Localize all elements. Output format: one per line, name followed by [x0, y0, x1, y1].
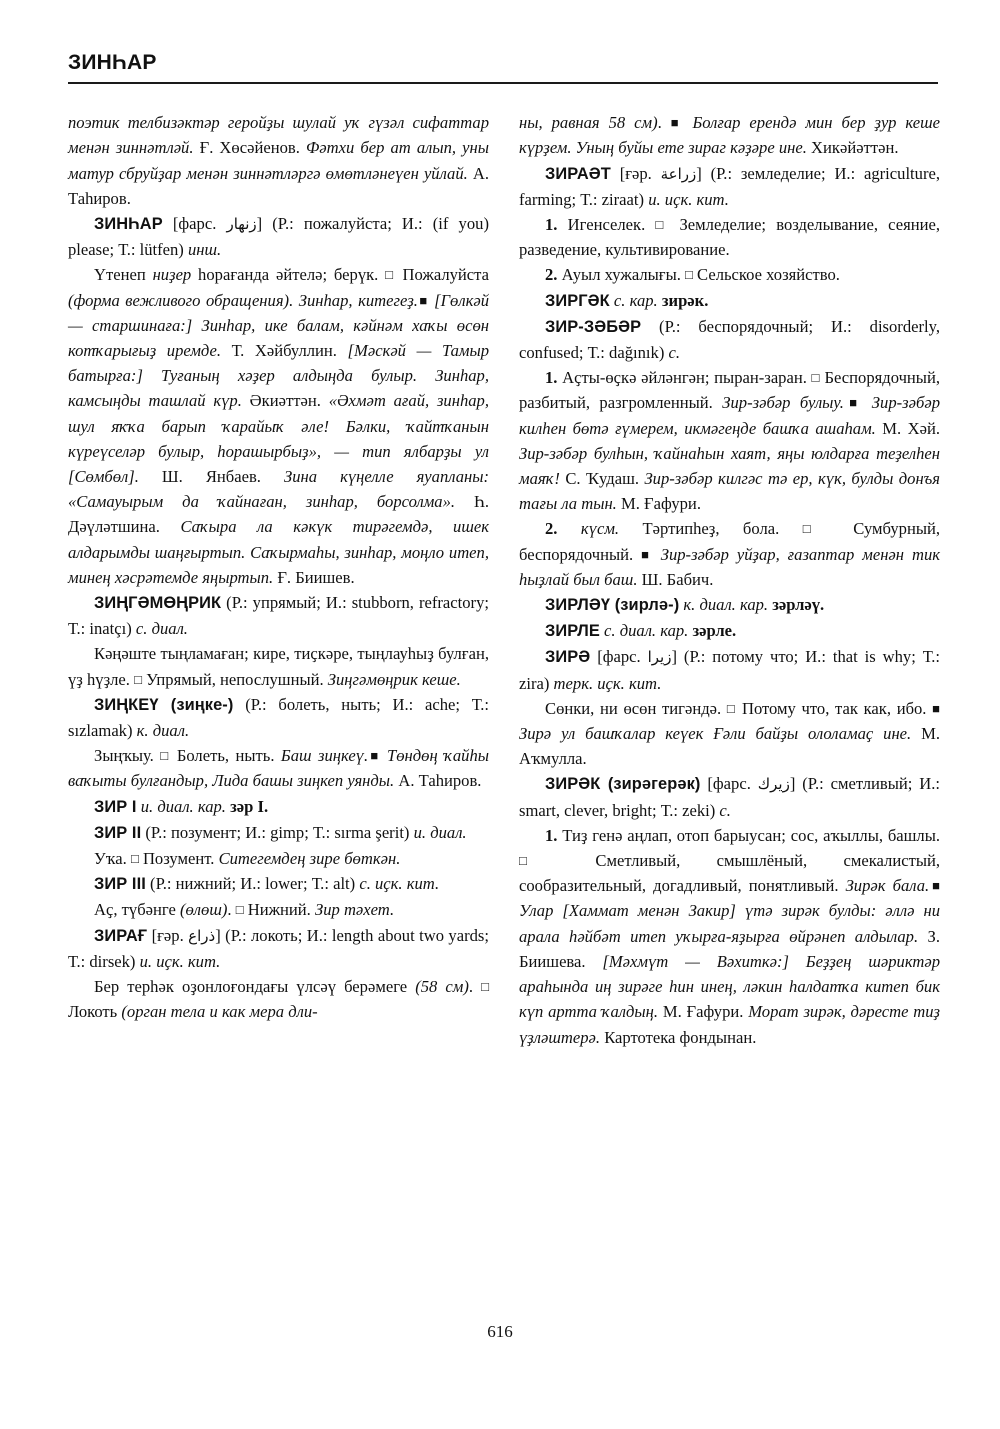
entry-zirag	[68, 923, 489, 974]
headword: зәр I.	[230, 796, 269, 816]
headword: (зиңке-)	[158, 695, 234, 714]
text-run: Аҫ, түбәнге	[94, 900, 180, 920]
text-run: Аҫты-өҫкә әйләнгән; пыран-заран.	[557, 368, 812, 388]
headword: ЗИРӘ	[545, 648, 591, 667]
headword: ЗИРЛӘҮ (зирлә-)	[545, 596, 680, 615]
text-run: и. диал. кар.	[136, 796, 231, 816]
text-run: Фәтхи бер ат алып, уны матур сбруйҙар менән зиннәтләргә өмөтләнеүен уйлай.	[68, 138, 490, 183]
text-run: [фарс.	[162, 214, 227, 233]
zinhar-sense	[68, 262, 489, 590]
text-run: Игенселек.	[557, 215, 656, 234]
text-run: Ш. Бабич.	[637, 569, 714, 589]
headword: зирәк.	[661, 290, 709, 310]
text-run: (орган тела и как мера дли-	[121, 1002, 318, 1022]
headword: ЗИР III	[94, 875, 146, 894]
entry-zirle	[519, 618, 940, 644]
text-run: ] (Р.: локоть; И.: length about two yards; Т.: dirsek)	[68, 925, 489, 971]
headword: ЗИРАӘТ	[545, 164, 611, 183]
open-square-marker	[519, 851, 559, 870]
text-run: [фарс.	[700, 774, 758, 794]
text-run: М. Ғафури.	[658, 1002, 749, 1022]
text-run: .	[657, 113, 671, 133]
text-run: Уҡа.	[94, 849, 131, 869]
filled-square-marker	[929, 876, 940, 895]
entry-zira	[519, 644, 940, 695]
arabic-etymon: زراعة	[660, 164, 697, 183]
text-run: к. диал. кар.	[679, 595, 773, 615]
headword: ЗИР-ЗӘБӘР	[545, 317, 642, 336]
text-run: ны, равная 58 см)	[519, 113, 658, 133]
open-square-marker	[803, 519, 830, 538]
entry-zirak	[519, 771, 940, 822]
text-run: [Гөлкәй — старшинаға:] Зинһар, ике балам, кәйнәм хаҡы өсөн котҡарығыҙ иремде.	[68, 290, 489, 361]
text-run: [Мәскәй — Тамыр батырға:] Туғаның хәҙер алдыңда булыр. Зинһар, камсыңды ташлай күр.	[68, 341, 489, 411]
text-run: М. Хәй.	[875, 418, 940, 438]
entry-zingamonrik	[68, 590, 489, 641]
text-run: ] (Р.: потому что; И.: that is why; Т.: zira)	[519, 647, 940, 693]
entry-zirlau	[519, 592, 940, 618]
text-run: Зир-зәбәр уйҙар, ғазаптар менән тик һыҙлай был баш.	[519, 544, 941, 589]
left-column	[68, 110, 489, 1050]
zirag-sense	[68, 974, 489, 1024]
cont-poetik	[68, 110, 489, 211]
text-run: Зир-зәбәр килгәс тә ер, күк, булды донъя тағы ла тын.	[519, 469, 940, 514]
text-run: күсм.	[557, 519, 620, 539]
text-run: Үтенеп	[94, 265, 153, 285]
headword: (зирәгерәк)	[600, 775, 701, 794]
headword: зәрле.	[692, 621, 737, 641]
entry-zir-2	[68, 820, 489, 846]
arabic-etymon: ذراع	[188, 926, 216, 945]
text-run: Зина күңелле яуапланы: «Самауырым да ҡайнаған, зинһар, борсолма».	[68, 467, 489, 512]
text-run: Болғар ерендә мин бер ҙур кеше күрҙем. Уның буйы ете зираг кәҙәре ине.	[519, 113, 940, 158]
text-run: Бер терһәк оҙонлоғондағы үлсәү берәмеге	[94, 977, 416, 997]
text-run: Ғ. Биишев.	[273, 567, 355, 587]
open-square-marker	[812, 368, 820, 387]
text-run: (Р.: болеть, ныть; И.: ache; Т.: sızlamak)	[68, 694, 489, 741]
text-run: А. Таһиров.	[394, 771, 482, 791]
text-run: Ситегемдең зире бөткән.	[218, 849, 401, 869]
text-run: Тәртипһеҙ, бола.	[619, 519, 803, 539]
text-run: терк. иҫк. кит.	[553, 673, 662, 693]
open-square-marker	[685, 265, 693, 284]
right-column	[519, 110, 940, 1050]
text-run: и. иҫк. кит.	[648, 189, 729, 209]
zingamonrik-sense	[68, 641, 489, 691]
text-run: .	[227, 900, 236, 920]
text-run: и. иҫк. кит.	[139, 951, 221, 971]
headword: ЗИҢГӘМӨҢРИК	[94, 594, 222, 613]
cont-zirag	[519, 110, 940, 160]
open-square-marker	[131, 849, 139, 868]
text-run: З. Биишева.	[519, 926, 940, 971]
text-run: с.	[719, 800, 731, 820]
text-run: поэтик телбизәктәр геройҙы шулай уҡ гүзәл сифаттар менән зиннәтләй.	[68, 113, 489, 158]
text-run: (Р.: позумент; И.: gimp; Т.: sırma şerit)	[141, 822, 414, 842]
text-run: (өлөш)	[179, 900, 228, 920]
filled-square-marker	[418, 291, 429, 310]
arabic-etymon: زيرك	[757, 775, 790, 794]
entry-zir-1	[68, 794, 489, 820]
text-run: Сметливый, смышлёный, смекалистый, сообразительный, догадливый, понятливый.	[519, 851, 940, 896]
entry-ziraat	[519, 161, 940, 212]
text-run: ниҙер	[152, 265, 192, 285]
text-run: к. диал.	[136, 721, 190, 741]
filled-square-marker	[368, 746, 380, 765]
text-run: с. иҫк. кит.	[359, 874, 440, 894]
text-run: Саҡыра ла кәкүк тирәгемдә, ишек алдарымды шаңғыртып. Саҡырмаһы, зинһар, моңло итеп, минең хәсрәтемде яңыртып.	[68, 517, 489, 587]
text-run: [ғәр.	[147, 925, 189, 945]
entry-zir-zabar	[519, 314, 940, 365]
filled-square-marker	[671, 113, 684, 132]
zir-2-sense	[68, 846, 489, 871]
text-run: «Әхмәт ағай, зинһар, шул яҡҡа барып ҡарайыҡ әле! Бәлки, ҡайтҡанын күреүселәр булыр, һорашырбыҙ», — тип ялбарҙы ул [Сөмбөл].	[68, 391, 489, 487]
text-run: һорағанда әйтелә; берүк.	[191, 265, 386, 285]
text-run: Төндөң ҡайһы ваҡыты булғандыр, Лида башы зиңкеп уянды.	[68, 746, 490, 791]
sense-number: 2.	[545, 265, 558, 285]
sense-number: 2.	[545, 519, 558, 539]
text-run: Позумент.	[138, 849, 219, 869]
open-square-marker	[160, 746, 170, 765]
text-run: Улар [Хаммат менән Закир] үтә зирәк булды: әллә ни арала һәйбәт итеп уҡырға-яҙырға өйрәнеп алдылар.	[519, 901, 940, 946]
text-run: [Мәхмүт — Вәхиткә:] Беҙҙең шәриктәр араһында иң зирәге һин инең, ләкин һалдатҡа китеп бик күп артта ҡалдың.	[519, 951, 941, 1022]
text-run: Потому что, так как, ибо.	[736, 698, 933, 718]
text-run: М. Ғафури.	[616, 494, 701, 514]
text-run: с. диал. кар.	[599, 621, 693, 641]
ziraat-sense-2	[519, 262, 940, 287]
text-run: инш.	[187, 240, 222, 260]
text-run: Һ. Дәүләтшина.	[68, 492, 489, 537]
text-run: Баш зиңкеү.	[280, 746, 369, 766]
text-run: Картотека фондынан.	[600, 1027, 757, 1047]
headword: ЗИРЛЕ	[545, 622, 600, 641]
page-number: 616	[487, 1322, 513, 1341]
sense-number: 1.	[545, 825, 558, 845]
text-run: Зиңгәмөңрик кеше.	[327, 669, 461, 689]
text-run: Болеть, ныть.	[170, 746, 281, 766]
entry-zinkeu	[68, 692, 489, 743]
ziraat-sense-1	[519, 212, 940, 262]
text-run: Локоть	[68, 1002, 122, 1022]
headword: ЗИҢКЕҮ	[94, 695, 159, 714]
text-run: (Р.: беспорядочный; И.: disorderly, confused; Т.: dağınık)	[519, 316, 940, 363]
arabic-etymon: زنهار	[226, 215, 257, 233]
text-run: (Р.: нижний; И.: lower; Т.: alt)	[145, 874, 360, 894]
open-square-marker	[236, 900, 244, 919]
text-run: (форма вежливого обращения). Зинһар, китегеҙ.	[68, 290, 418, 310]
text-run: (58 см)	[415, 977, 469, 997]
text-run: Зыңҡыу.	[94, 746, 161, 766]
text-run: Сельское хозяйство.	[692, 265, 840, 285]
text-run: С. Ҡудаш.	[559, 469, 645, 489]
text-run: Зир тәхет.	[314, 900, 395, 920]
open-square-marker	[727, 699, 736, 718]
text-run: Пожалуйста	[395, 265, 489, 285]
text-run: М. Аҡмулла.	[519, 724, 940, 769]
zir-3-sense	[68, 897, 489, 922]
headword: ЗИНҺАР	[94, 215, 163, 233]
open-square-marker	[481, 977, 489, 996]
headword: ЗИР I	[94, 797, 137, 816]
text-run: [ғәр.	[610, 163, 661, 183]
running-head: ЗИНҺАР	[68, 51, 157, 74]
text-run: Зирә ул башҡалар кеүек Ғәли байҙы ололамаҫ ине.	[519, 724, 912, 744]
text-run: ] (Р.: земледелие; И.: agriculture, farming; Т.: ziraat)	[519, 163, 940, 209]
zinkeu-sense	[68, 743, 489, 793]
text-run: Зир-зәбәр булыу.	[722, 393, 844, 413]
text-run: .	[468, 977, 482, 997]
sense-number: 1.	[545, 368, 558, 388]
zir-zabar-sense-2	[519, 516, 940, 592]
text-run: Т. Хәйбуллин.	[221, 341, 348, 361]
text-run: Ш. Янбаев.	[138, 467, 284, 487]
text-run: Ғ. Хөсәйенов.	[193, 138, 306, 158]
text-run: А. Таһиров.	[68, 163, 490, 208]
headword: ЗИРГӘК	[545, 291, 610, 310]
filled-square-marker	[844, 393, 862, 412]
text-run: с. диал.	[135, 619, 188, 639]
text-run: Хикәйәттән.	[806, 138, 899, 158]
text-run: Ауыл хужалығы.	[557, 265, 686, 285]
zir-zabar-sense-1	[519, 365, 940, 516]
text-run: Сумбурный, беспорядочный.	[519, 519, 941, 564]
text-run: с. кар.	[609, 290, 662, 310]
two-column-body	[68, 110, 940, 1050]
text-run: Земледелие; возделывание, сеяние, разведение, культивирование.	[519, 215, 940, 260]
filled-square-marker	[641, 545, 653, 564]
text-run: Нижний.	[243, 900, 315, 920]
text-run: Сөнки, ни өсөн тигәндә.	[545, 698, 727, 718]
text-run: ] (Р.: пожалуйста; И.: (if you) please; Т.: lütfen)	[68, 214, 489, 260]
text-run: Упрямый, непослушный.	[141, 669, 328, 689]
entry-zir-3	[68, 871, 489, 897]
arabic-etymon: زيرا	[647, 648, 672, 667]
entry-zinhar	[68, 211, 489, 262]
headword: зәрләү.	[772, 595, 825, 615]
sense-number: 1.	[545, 215, 558, 234]
zirak-sense-1	[519, 823, 940, 1050]
header-rule	[68, 82, 938, 84]
entry-zirgak	[519, 288, 940, 314]
open-square-marker	[385, 265, 396, 284]
text-run: Зирәк бала.	[845, 876, 930, 896]
text-run: Тиҙ генә аңлап, отоп барыусан; сос, аҡыллы, башлы.	[557, 825, 940, 845]
text-run: Кәңәште тыңламаған; кире, тиҫкәре, тыңлауһыҙ булған, үҙ һүҙле.	[68, 644, 489, 689]
text-run: Зир-зәбәр килһен бөтә ғүмерем, икмәгеңде башҡа ашаһам.	[519, 393, 940, 438]
open-square-marker	[134, 670, 142, 689]
text-run: Беспорядочный, разбитый, разгромленный.	[519, 368, 940, 413]
zira-sense	[519, 696, 940, 772]
text-run: и. диал.	[413, 822, 467, 842]
headword: ЗИРАҒ	[94, 926, 148, 945]
headword: ЗИРӘК	[545, 775, 601, 794]
filled-square-marker	[932, 699, 940, 718]
text-run: Әкиәттән.	[241, 391, 329, 411]
headword: ЗИР II	[94, 823, 142, 842]
text-run: Морат зирәк, дәресте тиҙ үҙләштерә.	[519, 1002, 940, 1047]
text-run: [фарс.	[590, 647, 648, 667]
text-run: Зир-зәбәр булһын, ҡайнаһын хаят, яңы юлдарға теҙелһен маяҡ!	[519, 443, 940, 489]
text-run: (Р.: упрямый; И.: stubborn, refractory; Т.: inatçı)	[68, 593, 489, 639]
text-run: с.	[668, 343, 681, 363]
text-run: ] (Р.: сметливый; И.: smart, clever, bright; Т.: zeki)	[519, 774, 940, 820]
open-square-marker	[655, 215, 669, 234]
